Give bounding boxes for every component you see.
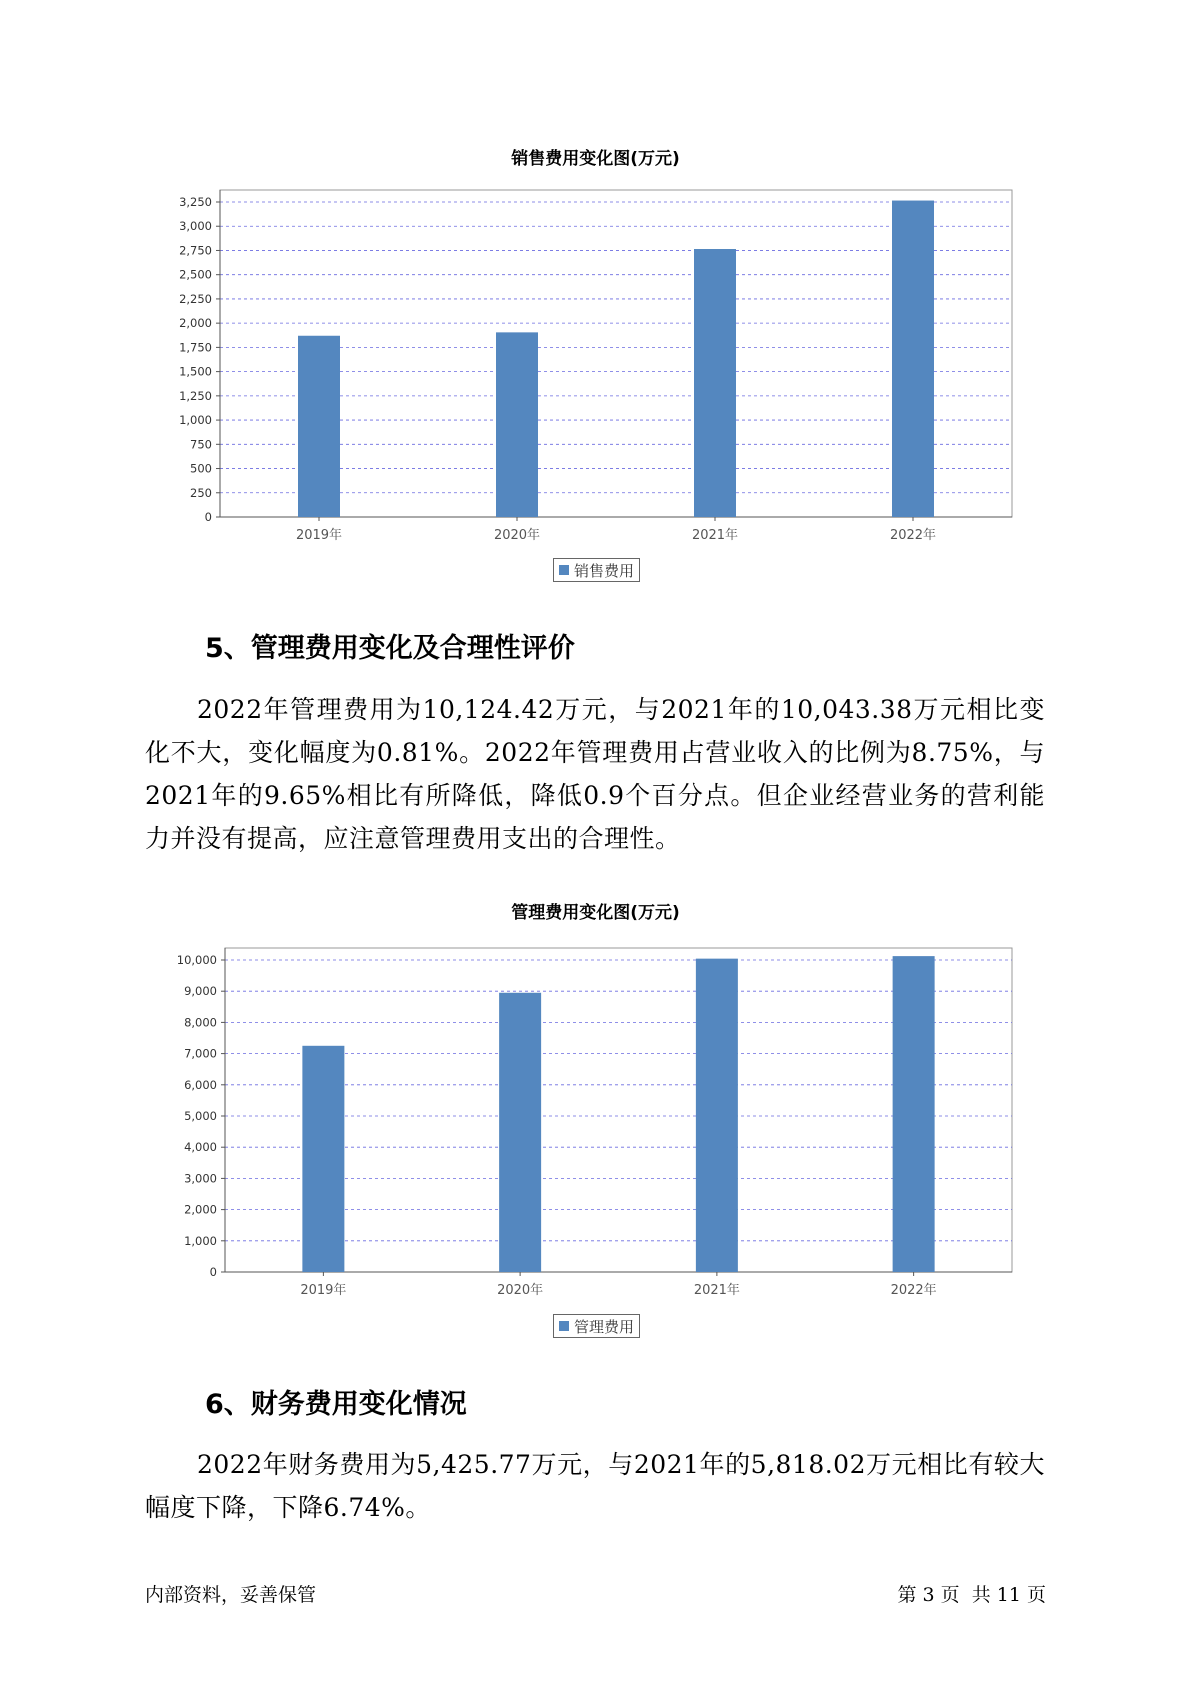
chart1-title: 销售费用变化图(万元) — [511, 149, 680, 169]
y-tick-label: 750 — [190, 437, 212, 452]
page-number: 第 3 页 共 11 页 — [897, 1584, 1046, 1606]
x-tick-label: 2021年 — [691, 528, 739, 543]
y-tick-label: 2,500 — [179, 267, 212, 282]
bar-2021年 — [696, 959, 738, 1272]
bar-2019年 — [298, 336, 340, 517]
bar-2020年 — [499, 993, 541, 1272]
section5-heading: 5、管理费用变化及合理性评价 — [205, 633, 575, 664]
y-tick-label: 2,250 — [179, 291, 212, 306]
y-tick-label: 3,000 — [184, 1171, 217, 1186]
x-tick-label: 2022年 — [890, 1283, 937, 1298]
x-tick-label: 2022年 — [889, 528, 937, 543]
y-tick-label: 8,000 — [184, 1015, 217, 1030]
chart2-legend — [553, 1314, 640, 1338]
y-tick-label: 500 — [190, 461, 212, 476]
bar-2022年 — [893, 956, 935, 1272]
y-tick-label: 2,000 — [179, 316, 212, 331]
legend-swatch — [559, 1321, 569, 1331]
bar-2022年 — [892, 201, 934, 517]
y-tick-label: 1,500 — [179, 364, 212, 379]
section6-heading: 6、财务费用变化情况 — [205, 1389, 467, 1420]
y-tick-label: 0 — [204, 510, 212, 524]
chart1-legend-label: 销售费用 — [574, 561, 635, 580]
bar-2020年 — [496, 332, 538, 517]
y-tick-label: 250 — [190, 485, 212, 500]
chart2-title: 管理费用变化图(万元) — [511, 903, 680, 923]
chart2-legend-label: 管理费用 — [574, 1317, 635, 1336]
y-tick-label: 1,000 — [184, 1233, 217, 1248]
y-tick-label: 3,000 — [179, 219, 212, 234]
x-tick-label: 2020年 — [497, 1283, 544, 1298]
bar-2019年 — [302, 1046, 344, 1272]
y-tick-label: 4,000 — [184, 1140, 217, 1155]
chart1-legend — [553, 558, 640, 582]
y-tick-label: 1,250 — [179, 388, 212, 403]
y-tick-label: 5,000 — [184, 1109, 217, 1123]
x-tick-label: 2019年 — [295, 528, 343, 543]
x-tick-label: 2020年 — [493, 528, 541, 543]
y-tick-label: 7,000 — [184, 1046, 217, 1061]
x-tick-label: 2019年 — [300, 1283, 347, 1298]
y-tick-label: 1,750 — [179, 340, 212, 355]
y-tick-label: 0 — [209, 1265, 217, 1279]
y-tick-label: 2,000 — [184, 1202, 217, 1217]
footer-confidential: 内部资料，妥善保管 — [145, 1584, 317, 1606]
x-tick-label: 2021年 — [693, 1283, 740, 1298]
section6-paragraph: 2022年财务费用为5,425.77万元，与2021年的5,818.02万元相比有较大幅度下降，下降6.74%。 — [145, 1450, 1045, 1522]
y-tick-label: 9,000 — [184, 984, 217, 999]
bar-2021年 — [694, 249, 736, 517]
sales-expense-chart — [0, 170, 1191, 550]
y-tick-label: 3,250 — [179, 195, 212, 209]
legend-swatch — [559, 565, 569, 575]
y-tick-label: 10,000 — [176, 953, 217, 967]
y-tick-label: 6,000 — [184, 1077, 217, 1092]
section5-paragraph: 2022年管理费用为10,124.42万元，与2021年的10,043.38万元相比变化不大，变化幅度为0.81%。2022年管理费用占营业收入的比例为8.75%，与2021年的9.65%相比有所降低，降低0.9个百分点。但企业经营业务的营利能力并没有提高，应注意管理费用支出的合理性。 — [145, 695, 1045, 853]
admin-expense-chart — [0, 925, 1191, 1305]
y-tick-label: 2,750 — [179, 243, 212, 258]
y-tick-label: 1,000 — [179, 413, 212, 428]
